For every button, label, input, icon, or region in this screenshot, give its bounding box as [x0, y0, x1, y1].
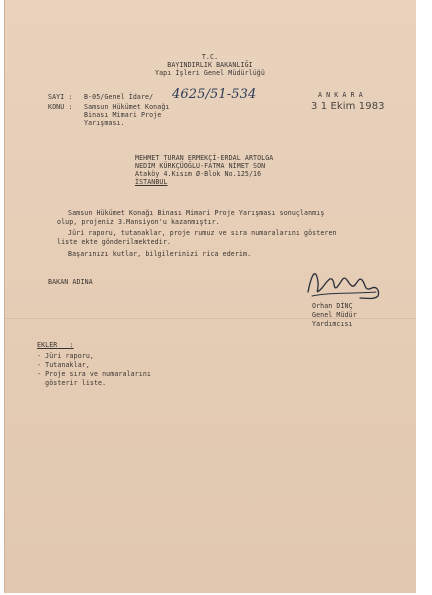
signer-name: Orhan DİNÇ	[312, 302, 353, 310]
sayi-label: SAYI :	[48, 93, 73, 101]
letterhead-tc: T.C.	[201, 53, 219, 61]
body-para-1-line-2: olup, projeniz 3.Mansiyon'u kazanmıştır.	[57, 218, 220, 226]
fold-crease	[4, 318, 416, 319]
attachments-heading: EKLER :	[37, 341, 74, 349]
body-para-3: Başarınızı kutlar, bilgilerinizi rica ederim.	[68, 250, 252, 258]
signature	[302, 262, 386, 304]
recipient-line-3: Ataköy 4.Kısım Ø-Blok No.125/16	[135, 170, 262, 178]
konu-line-3: Yarışması.	[84, 119, 125, 127]
body-para-2-line-2: liste ekte gönderilmektedir.	[57, 238, 171, 246]
city-label: A N K A R A	[318, 91, 363, 99]
signer-title-2: Yardımcısı	[312, 320, 353, 328]
letterhead-department: Yapı İşleri Genel Müdürlüğü	[155, 69, 265, 77]
attachment-item-1: - Jüri raporu,	[37, 352, 94, 360]
letter-page	[4, 0, 416, 593]
recipient-line-2: NEDİM KÜRKÇÜOĞLU-FATMA NİMET SON	[135, 162, 266, 170]
konu-line-2: Binası Mimari Proje	[84, 111, 162, 119]
attachment-item-3: - Proje sıra ve numaralarını	[37, 370, 151, 378]
attachment-item-2: - Tutanaklar,	[37, 361, 90, 369]
body-para-2-line-1: Jüri raporu, tutanaklar, proje rumuz ve sıra numaralarını gösteren	[68, 229, 337, 237]
konu-line-1: Samsun Hükümet Konağı	[84, 103, 170, 111]
sayi-value: B-05/Genel İdare/	[84, 93, 154, 101]
attachment-item-4: gösterir liste.	[37, 379, 107, 387]
sayi-handwritten-number: 4625/51-534	[172, 87, 257, 102]
recipient-line-1: MEHMET TURAN ERMEKÇİ-ERDAL ARTOLGA	[135, 154, 274, 162]
body-para-1-line-1: Samsun Hükümet Konağı Binası Mimari Proje Yarışması sonuçlanmış	[68, 209, 325, 217]
date-stamp: 3 1 Ekim 1983	[311, 101, 385, 112]
recipient-city: İSTANBUL	[135, 178, 168, 186]
konu-label: KONU :	[48, 103, 73, 111]
signer-title-1: Genel Müdür	[312, 311, 357, 319]
bakan-adina: BAKAN ADINA	[48, 278, 93, 286]
letterhead-ministry: BAYINDIRLIK BAKANLIĞI	[167, 61, 253, 69]
